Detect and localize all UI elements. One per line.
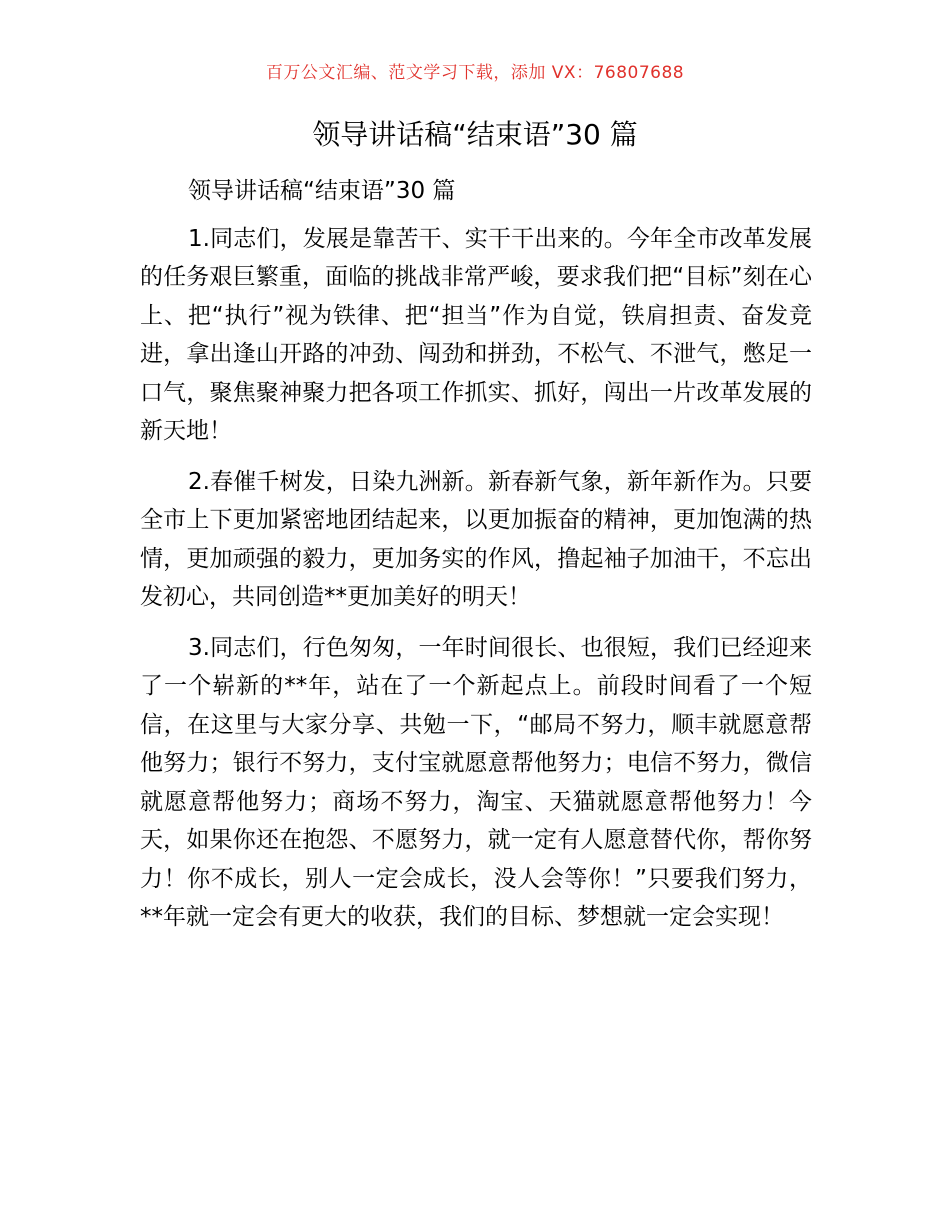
header-note: 百万公文汇编、范文学习下载，添加 VX：76807688 [265, 63, 685, 83]
paragraph-2: 2.春催千树发，日染九洲新。新春新气象，新年新作为。只要全市上下更加紧密地团结起来，以更加振奋的精神，更加饱满的热情，更加顽强的毅力，更加务实的作风，撸起袖子加油干，不忘出发初心，共同创造**更加美好的明天！ [140, 468, 812, 610]
paragraph-3: 3.同志们，行色匆匆，一年时间很长、也很短，我们已经迎来了一个崭新的**年，站在了一个新起点上。前段时间看了一个短信，在这里与大家分享、共勉一下，“邮局不努力，顺丰就愿意帮他努力；银行不努力，支付宝就愿意帮他努力；电信不努力，微信就愿意帮他努力；商场不努力，淘宝、天猫就愿意帮他努力！今天，如果你还在抱怨、不愿努力，就一定有人愿意替代你，帮你努力！你不成长，别人一定会成长，没人会等你！”只要我们努力，**年就一定会有更大的收获，我们的目标、梦想就一定会实现！ [140, 634, 812, 930]
document-body [140, 172, 812, 937]
document-title: 领导讲话稿“结束语”30 篇 [312, 118, 638, 151]
document-subtitle: 领导讲话稿“结束语”30 篇 [188, 178, 456, 204]
paragraph-1: 1.同志们，发展是靠苦干、实干干出来的。今年全市改革发展的任务艰巨繁重，面临的挑战非常严峻，要求我们把“目标”刻在心上、把“执行”视为铁律、把“担当”作为自觉，铁肩担责、奋发竞进，拿出逢山开路的冲劲、闯劲和拼劲，不松气、不泄气，憋足一口气，聚焦聚神聚力把各项工作抓实、抓好，闯出一片改革发展的新天地！ [140, 225, 812, 444]
